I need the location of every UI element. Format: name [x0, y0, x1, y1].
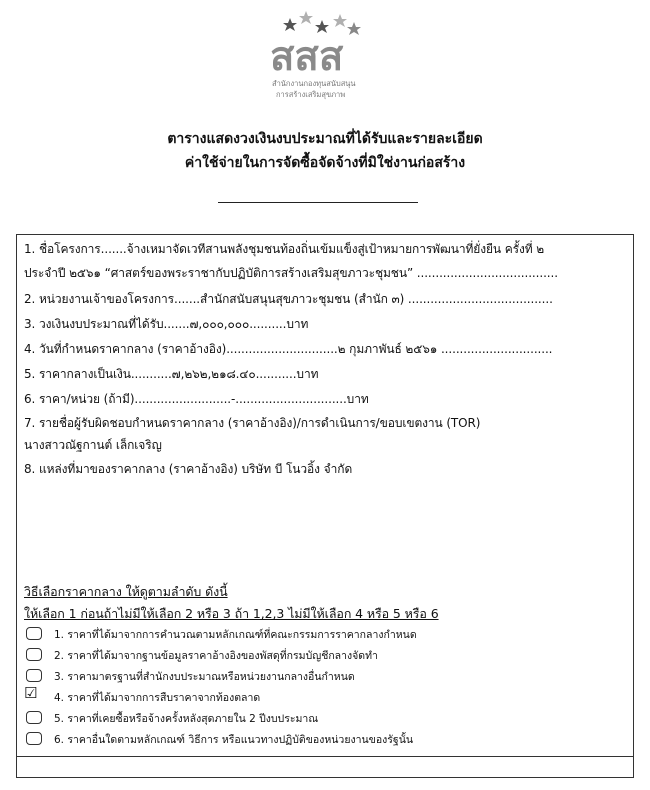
checkbox[interactable] [26, 732, 42, 745]
item-7-responsible-name: นางสาวณัฐกานต์ เล็กเจริญ [24, 438, 162, 452]
star-icon [299, 11, 313, 24]
method-option-label: 5. ราคาที่เคยซื้อหรือจ้างครั้งหลังสุดภายใน 2 ปีงบประมาณ [54, 713, 319, 725]
method-heading: วิธีเลือกราคากลาง ให้ดูตามลำดับ ดังนี้ [24, 584, 228, 599]
ssss-logo-mark [264, 8, 374, 76]
star-icon [347, 22, 361, 35]
star-icon [283, 18, 297, 31]
item-8-price-source: 8. แหล่งที่มาของราคากลาง (ราคาอ้างอิง) บริษัท บี โนวอิ้ง จำกัด [24, 462, 353, 476]
details-table-divider [16, 756, 634, 757]
checkbox[interactable] [26, 669, 42, 682]
ssss-logo [262, 8, 382, 100]
checkbox[interactable] [26, 627, 42, 640]
method-option-label: 3. ราคามาตรฐานที่สำนักงบประมาณหรือหน่วยงานกลางอื่นกำหนด [54, 671, 355, 683]
item-5-median-price: 5. ราคากลางเป็นเงิน...........๗,๒๖๒,๒๑๘.๔๐...........บาท [24, 367, 319, 381]
item-1-project-name: 1. ชื่อโครงการ.......จ้างเหมาจัดเวทีสานพลังชุมชนท้องถิ่นเข้มแข็งสู่เป้าหมายการพัฒนาที่ยั่งยืน ครั้งที่ ๒ [24, 242, 545, 256]
checkbox[interactable] [26, 711, 42, 724]
method-option-label: 6. ราคาอื่นใดตามหลักเกณฑ์ วิธีการ หรือแนวทางปฏิบัติของหน่วยงานของรัฐนั้น [54, 734, 414, 746]
item-7-responsible: 7. รายชื่อผู้รับผิดชอบกำหนดราคากลาง (ราคาอ้างอิง)/การดำเนินการ/ขอบเขตงาน (TOR) [24, 416, 481, 430]
document-title-line1: ตารางแสดงวงเงินงบประมาณที่ได้รับและรายละเอียด [167, 131, 483, 147]
method-option-label: 4. ราคาที่ได้มาจากการสืบราคาจากท้องตลาด [54, 692, 261, 704]
logo-subtitle-line1: สำนักงานกองทุนสนับสนุน [272, 79, 356, 88]
item-4-price-date: 4. วันที่กำหนดราคากลาง (ราคาอ้างอิง)..............................๒ กุมภาพันธ์ ๒๕๖๑ .............................. [24, 342, 553, 356]
item-6-unit-price: 6. ราคา/หน่วย (ถ้ามี)..........................-..............................บาท [24, 392, 369, 406]
title-underline-rule [218, 202, 418, 203]
logo-subtitle-line2: การสร้างเสริมสุขภาพ [276, 90, 346, 99]
star-icon [333, 14, 347, 27]
document-title-line2: ค่าใช้จ่ายในการจัดซื้อจัดจ้างที่มิใช่งานก่อสร้าง [184, 155, 466, 171]
star-icon [315, 20, 329, 33]
item-1-project-name-cont: ประจำปี ๒๕๖๑ “ศาสตร์ของพระราชากับปฏิบัติการสร้างเสริมสุขภาวะชุมชน” ...................................... [24, 266, 558, 280]
logo-wordmark: สสส [270, 34, 344, 76]
method-option-label: 2. ราคาที่ได้มาจากฐานข้อมูลราคาอ้างอิงของพัสดุที่กรมบัญชีกลางจัดทำ [54, 650, 378, 662]
checked-checkbox-icon[interactable]: ☑ [24, 684, 38, 702]
checkbox[interactable] [26, 648, 42, 661]
item-2-owner-unit: 2. หน่วยงานเจ้าของโครงการ.......สำนักสนับสนุนสุขภาวะชุมชน (สำนัก ๓) ....................................... [24, 292, 553, 306]
method-option-label: 1. ราคาที่ได้มาจากการคำนวณตามหลักเกณฑ์ที่คณะกรรมการราคากลางกำหนด [54, 629, 417, 641]
method-rule: ให้เลือก 1 ก่อนถ้าไม่มีให้เลือก 2 หรือ 3 ถ้า 1,2,3 ไม่มีให้เลือก 4 หรือ 5 หรือ 6 [24, 606, 439, 621]
item-3-budget: 3. วงเงินงบประมาณที่ได้รับ.......๗,๐๐๐,๐๐๐..........บาท [24, 317, 309, 331]
